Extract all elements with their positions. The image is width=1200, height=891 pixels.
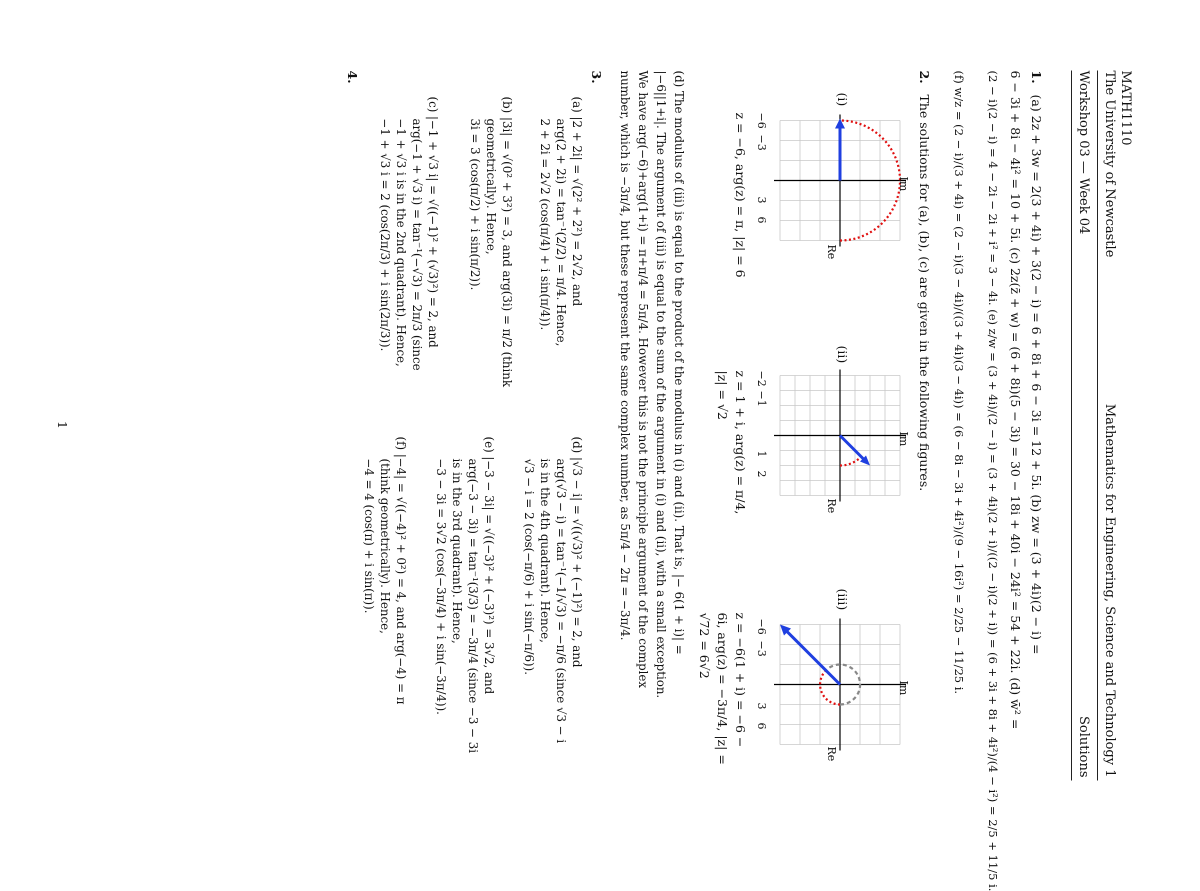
header-rule-top xyxy=(1097,70,1098,780)
q3-c xyxy=(376,96,440,456)
graph-i-tick: 6 xyxy=(755,216,768,223)
graph-i-im-label: Im xyxy=(897,176,910,191)
q3-a-line: arg(2 + 2i) = tan⁻¹(2/2) = π/4. Hence, xyxy=(554,118,569,346)
q2-d-line: (d) The modulus of (iii) is equal to the product of the modulus in (i) and (ii). That is, |− 6(1 + i)| = xyxy=(672,70,686,655)
q1-line: (2 − i)(2 − i) = 4 − 2i − 2i + i² = 3 − 4i. (e) z/w = (3 + 4i)/(2 − i) = (3 + 4i)(2 + i)/((2 − i)(2 + i)) = (6 + 3i + 8i + 4i²)/(4 − i²) = 2/5 + 11/5 i. xyxy=(986,70,1000,891)
graph-ii-caption-1: z = 1 + i, arg(z) = π/4, xyxy=(733,370,748,514)
graph-ii-caption-2: |z| = √2 xyxy=(715,370,730,420)
q1-number: 1. xyxy=(1029,70,1044,84)
graph-ii xyxy=(760,365,910,505)
q2-d-line: We have arg(−6)+arg(1+i) = π+π/4 = 5π/4. However this is not the principle argument of the complex xyxy=(636,70,650,688)
q3-d xyxy=(520,436,584,781)
q3-a-line: (a) |2 + 2i| = √(2² + 2²) = 2√2, and xyxy=(570,96,584,306)
q1-line: 6 − 3i + 8i − 4i² = 10 + 5i. (c) 2z(z̄ + w) = (6 + 8i)(5 − 3i) = 30 − 18i + 40i − 24i² = 54 + 22i. (d) w̄² = xyxy=(1008,70,1023,729)
workshop-label: Workshop 03 — Week 04 xyxy=(1076,70,1091,234)
graph-iii-im-label: Im xyxy=(897,680,910,695)
q3-b-line: (b) |3i| = √(0² + 3²) = 3, and arg(3i) = π/2 (think xyxy=(500,96,514,387)
graph-iii-tick: −6 xyxy=(755,618,768,635)
graph-ii-re-label: Re xyxy=(825,498,838,513)
q3-d-line: √3 − i = 2 (cos(−π/6) + i sin(−π/6)). xyxy=(522,458,537,675)
graph-ii-arc xyxy=(840,456,861,465)
q3-f-line: (think geometrically). Hence, xyxy=(378,458,393,634)
graph-i-caption: z = −6, arg(z) = π, |z| = 6 xyxy=(733,112,748,278)
q3-e-line: arg(−3 − 3i) = tan⁻¹(3/3) = −3π/4 (since −3 − 3i xyxy=(466,458,481,753)
graph-iii-tick: 6 xyxy=(755,722,768,729)
graph-ii-tick: −2 xyxy=(755,370,768,387)
q3-b-line: geometrically). Hence, xyxy=(484,118,499,255)
q3-f xyxy=(360,436,408,781)
header-rule-bottom xyxy=(1071,70,1072,780)
q3-b-line: 3i = 3 (cos(π/2) + i sin(π/2)). xyxy=(468,118,483,290)
q3-d-line: (d) |√3 − i| = √((√3)² + (−1)²) = 2, and xyxy=(570,436,584,667)
q1-line: (a) 2z + 3w = 2(3 + 4i) + 3(2 − i) = 6 + 8i + 6 − 3i = 12 + 5i. (b) zw = (3 + 4i)(2 − i) = xyxy=(1029,94,1044,654)
graph-ii-tick: 2 xyxy=(755,470,768,477)
graph-ii-tick: 1 xyxy=(755,450,768,457)
q3-c-line: −1 + √3 i is in the 2nd quadrant). Hence, xyxy=(394,118,409,367)
q2-intro: The solutions for (a), (b), (c) are given in the following figures. xyxy=(917,94,932,491)
q3-f-line: −4 = 4 (cos(π) + i sin(π)). xyxy=(362,458,377,613)
q2-d-line: number, which is −3π/4, but these represent the same complex number, as 5π/4 − 2π = −3π/4. xyxy=(618,70,632,640)
q3-f-line: (f) |−4| = √((−4)² + 0²) = 4, and arg(−4) = π xyxy=(394,436,408,704)
graph-iii-label: (iii) xyxy=(835,588,850,610)
graph-i-tick: 3 xyxy=(755,196,768,203)
graph-ii-im-label: Im xyxy=(897,431,910,446)
graph-ii-tick: −1 xyxy=(755,390,768,407)
q3-a-line: 2 + 2i = 2√2 (cos(π/4) + i sin(π/4)). xyxy=(538,118,553,330)
q3-a xyxy=(536,96,584,456)
graph-ii-vector xyxy=(840,435,867,462)
graph-iii-tick: −3 xyxy=(755,640,768,657)
q1-line: (f) w/z = (2 − i)/(3 + 4i) = (2 − i)(3 − 4i)/((3 + 4i)(3 − 4i)) = (6 − 8i − 3i + 4i²)/(9 − 16i²) = 2/25 − 11/25 i. xyxy=(952,70,966,694)
q3-e-line: is in the 3rd quadrant). Hence, xyxy=(450,458,465,644)
q3-c-line: (c) |−1 + √3 i| = √((−1)² + (√3)²) = 2, and xyxy=(426,96,440,348)
graph-iii xyxy=(760,614,910,754)
q3-c-line: arg(−1 + √3 i) = tan⁻¹(−√3) = 2π/3 (since xyxy=(410,118,425,371)
q3-d-line: is in the 4th quadrant). Hence, xyxy=(538,458,553,643)
doc-type-label: Solutions xyxy=(1076,715,1091,777)
graph-i-tick: −3 xyxy=(755,134,768,151)
q3-b xyxy=(466,96,514,456)
q3-e xyxy=(432,436,496,781)
graph-iii-re-label: Re xyxy=(825,746,838,761)
q4-number: 4. xyxy=(345,70,360,84)
q2-d-line: |−6||1+i|. The argument of (iii) is equal to the sum of the argument in (i) and (ii), with a small exception. xyxy=(654,70,668,698)
graph-i-label: (i) xyxy=(835,92,850,106)
graph-iii-vector xyxy=(784,628,840,684)
document-title: Mathematics for Engineering, Science and Technology 1 xyxy=(1102,403,1117,777)
graph-ii-label: (ii) xyxy=(835,345,850,363)
q3-e-line: (e) |−3 − 3i| = √((−3)² + (−3)²) = 3√2, and xyxy=(482,436,496,694)
graph-iii-tick: 3 xyxy=(755,702,768,709)
q3-c-line: −1 + √3 i = 2 (cos(2π/3) + i sin(2π/3)). xyxy=(378,118,393,351)
q3-e-line: −3 − 3i = 3√2 (cos(−3π/4) + i sin(−3π/4)). xyxy=(434,458,449,715)
graph-i-arrowhead xyxy=(835,118,845,128)
graph-iii-caption-2: 6i, arg(z) = −3π/4, |z| = xyxy=(715,612,730,765)
graph-i xyxy=(760,110,910,250)
q2-number: 2. xyxy=(917,70,932,84)
graph-i-tick: −6 xyxy=(755,112,768,129)
page-number: 1 xyxy=(55,420,70,429)
graph-i-re-label: Re xyxy=(825,244,838,259)
graph-iii-caption-1: z = −6(1 + i) = −6 − xyxy=(733,612,748,747)
course-code: MATH1110 xyxy=(1118,70,1133,146)
q3-number: 3. xyxy=(589,70,604,84)
graph-iii-caption-3: √72 = 6√2 xyxy=(697,612,712,679)
q3-d-line: arg(√3 − i) = tan⁻¹(−1/√3) = −π/6 (since √3 − i xyxy=(554,458,569,743)
university-name: The University of Newcastle xyxy=(1102,70,1117,257)
